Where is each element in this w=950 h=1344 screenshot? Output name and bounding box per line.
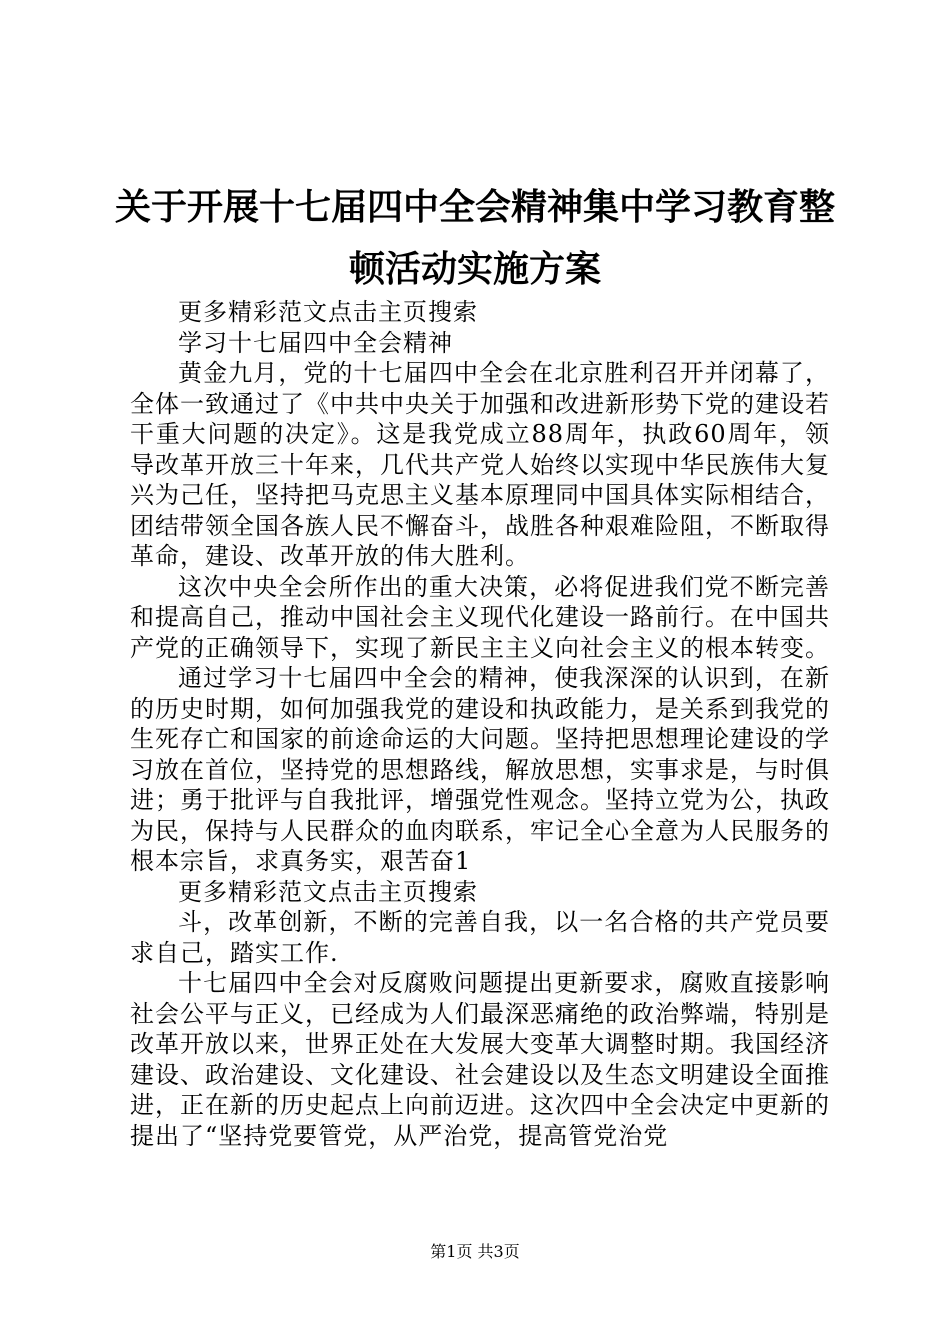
paragraph-more-link[interactable]: 更多精彩范文点击主页搜索 (178, 298, 478, 326)
paragraph-body: 这次中央全会所作出的重大决策，必将促进我们党不断完善和提高自己，推动中国社会主义现代化建设一路前行。在中国共产党的正确领导下，实现了新民主主义向社会主义的根本转变。 (130, 572, 830, 662)
paragraph-body: 通过学习十七届四中全会的精神，使我深深的认识到，在新的历史时期，如何加强我党的建设和执政能力，是关系到我党的生死存亡和国家的前途命运的大问题。坚持把思想理论建设的学习放在首位，坚持党的思想路线，解放思想，实事求是，与时俱进；勇于批评与自我批评，增强党性观念。坚持立党为公，执政为民，保持与人民群众的血肉联系，牢记全心全意为人民服务的根本宗旨，求真务实，艰苦奋1 (130, 664, 830, 875)
paragraph-body: 黄金九月，党的十七届四中全会在北京胜利召开并闭幕了，全体一致通过了《中共中央关于加强和改进新形势下党的建设若干重大问题的决定》。这是我党成立88周年，执政60周年，领导改革开放三十年来，几代共产党人始终以实现中华民族伟大复兴为己任，坚持把马克思主义基本原理同中国具体实际相结合，团结带领全国各族人民不懈奋斗，战胜各种艰难险阻，不断取得革命，建设、改革开放的伟大胜利。 (130, 359, 830, 570)
paragraph-body: 十七届四中全会对反腐败问题提出更新要求，腐败直接影响社会公平与正义，已经成为人们最深恶痛绝的政治弊端，特别是改革开放以来，世界正处在大发展大变革大调整时期。我国经济建设、政治建设、文化建设、社会建设以及生态文明建设全面推进，正在新的历史起点上向前迈进。这次四中全会决定中更新的提出了“坚持党要管党，从严治党，提高管党治党 (130, 969, 830, 1150)
paragraph-subtitle: 学习十七届四中全会精神 (178, 328, 453, 357)
document-title-line-2: 顿活动实施方案 (348, 249, 601, 290)
page-number-footer: 第1页 共3页 (430, 1242, 520, 1261)
document-body (130, 297, 830, 1151)
paragraph-body: 斗，改革创新，不断的完善自我，以一名合格的共产党员要求自己，踏实工作. (130, 908, 830, 967)
document-title-line-1: 关于开展十七届四中全会精神集中学习教育整 (114, 187, 835, 228)
paragraph-more-link[interactable]: 更多精彩范文点击主页搜索 (178, 877, 478, 906)
